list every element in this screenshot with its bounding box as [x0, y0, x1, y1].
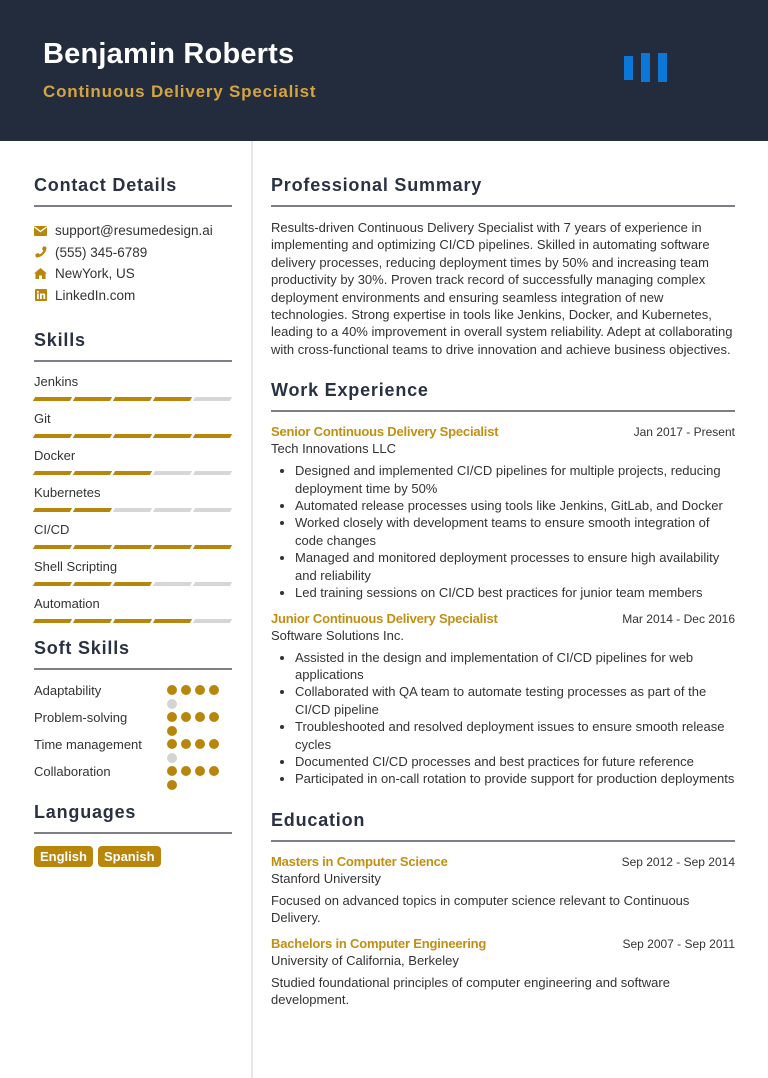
- section-heading: Professional Summary: [271, 175, 735, 207]
- rating-dot: [167, 726, 177, 736]
- skill-level-segment: [193, 508, 232, 512]
- skill-level-segment: [153, 619, 192, 623]
- skill-level-segment: [73, 545, 112, 549]
- experience-section: [271, 380, 735, 788]
- section-heading: Education: [271, 810, 735, 842]
- skill-item: [34, 447, 232, 476]
- school-name: University of California, Berkeley: [271, 952, 459, 968]
- skill-level-segment: [33, 471, 72, 475]
- skill-level-segment: [193, 434, 232, 438]
- skill-level-bar: [34, 471, 232, 476]
- soft-skill-item: [34, 709, 232, 736]
- skill-item: [34, 521, 232, 550]
- soft-skill-item: [34, 736, 232, 763]
- education-description: Focused on advanced topics in computer science relevant to Continuous Delivery.: [271, 892, 690, 926]
- job-header: [271, 611, 735, 626]
- contact-email[interactable]: [34, 220, 232, 242]
- skill-name: Kubernetes: [34, 485, 101, 500]
- skill-item: [34, 484, 232, 513]
- contact-text: NewYork, US: [55, 266, 135, 282]
- contact-section: [34, 175, 232, 306]
- rating-dot: [167, 753, 177, 763]
- envelope-icon: [34, 224, 47, 237]
- skill-name: Automation: [34, 596, 100, 611]
- skill-level-segment: [113, 545, 152, 549]
- job-bullet: • Collaborated with QA team to automate testing processes as part of the CI/CD pipeline: [295, 683, 735, 718]
- skill-level-segment: [73, 434, 112, 438]
- skill-level-segment: [153, 471, 192, 475]
- skill-level-segment: [193, 619, 232, 623]
- rating-dot: [167, 780, 177, 790]
- skill-level-segment: [73, 397, 112, 401]
- skill-level-segment: [113, 397, 152, 401]
- job-company: Software Solutions Inc.: [271, 627, 404, 643]
- skill-item: [34, 373, 232, 402]
- right-column: [271, 141, 735, 1008]
- job-company: Tech Innovations LLC: [271, 441, 397, 457]
- education-dates: Sep 2007 - Sep 2011: [622, 936, 735, 951]
- summary-section: [271, 175, 735, 358]
- contact-location: [34, 263, 232, 285]
- column-divider: [251, 141, 253, 1078]
- soft-skill-name: Problem-solving: [34, 710, 128, 725]
- rating-dot: [167, 766, 177, 776]
- skill-level-segment: [113, 508, 152, 512]
- job-bullet: • Documented CI/CD processes and best practices for future reference: [295, 753, 735, 770]
- skill-name: Shell Scripting: [34, 559, 118, 574]
- phone-icon: [34, 246, 47, 259]
- rating-dot: [195, 766, 205, 776]
- job-bullet: • Worked closely with development teams to ensure smooth integration of code changes: [295, 514, 735, 549]
- contact-text: LinkedIn.com: [55, 287, 136, 303]
- skill-level-bar: [34, 582, 232, 587]
- skill-level-segment: [33, 582, 72, 586]
- skill-level-bar: [34, 434, 232, 439]
- skill-level-segment: [153, 397, 192, 401]
- contact-text: support@resumedesign.ai: [55, 223, 213, 239]
- rating-dot: [167, 699, 177, 709]
- education-entry: [271, 854, 735, 927]
- skill-level-segment: [33, 545, 72, 549]
- rating-dot: [181, 766, 191, 776]
- skill-name: Docker: [34, 448, 76, 463]
- soft-skill-name: Adaptability: [34, 683, 102, 698]
- job-bullets: [295, 649, 735, 788]
- job-entry: [271, 611, 735, 788]
- job-header: [271, 424, 735, 439]
- rating-dot: [209, 739, 219, 749]
- skill-name: Jenkins: [34, 374, 79, 389]
- candidate-title: Continuous Delivery Specialist: [43, 82, 317, 101]
- rating-dot: [181, 739, 191, 749]
- language-badge: English: [34, 846, 93, 867]
- language-badge: Spanish: [98, 846, 161, 867]
- skill-level-segment: [33, 397, 72, 401]
- section-heading: Soft Skills: [34, 638, 232, 670]
- skill-level-segment: [33, 619, 72, 623]
- job-bullet: • Managed and monitored deployment processes to ensure high availability and reliability: [295, 549, 735, 584]
- skill-level-bar: [34, 545, 232, 550]
- job-dates: Mar 2014 - Dec 2016: [622, 611, 735, 626]
- section-heading: Contact Details: [34, 175, 232, 207]
- degree-title: Masters in Computer Science: [271, 853, 448, 869]
- rating-dot: [167, 712, 177, 722]
- job-dates: Jan 2017 - Present: [633, 425, 735, 440]
- skills-section: [34, 330, 232, 624]
- education-header: [271, 936, 735, 951]
- skill-level-segment: [73, 471, 112, 475]
- skill-level-segment: [113, 434, 152, 438]
- education-header: [271, 854, 735, 869]
- rating-dot: [181, 685, 191, 695]
- rating-dot: [209, 766, 219, 776]
- section-heading: Skills: [34, 330, 232, 362]
- skill-level-bar: [34, 397, 232, 402]
- languages-section: [34, 802, 232, 867]
- skill-level-segment: [153, 508, 192, 512]
- rating-dot: [181, 712, 191, 722]
- skill-level-segment: [193, 397, 232, 401]
- skill-level-segment: [193, 545, 232, 549]
- resume-header: [0, 0, 768, 141]
- skill-level-segment: [113, 471, 152, 475]
- soft-skills-section: [34, 638, 232, 790]
- skill-level-segment: [33, 508, 72, 512]
- candidate-name: Benjamin Roberts: [43, 38, 295, 70]
- job-bullet: • Automated release processes using tools like Jenkins, GitLab, and Docker: [295, 497, 735, 514]
- home-icon: [34, 267, 47, 280]
- skill-item: [34, 558, 232, 587]
- soft-skill-rating: [167, 709, 222, 736]
- skill-name: CI/CD: [34, 522, 70, 537]
- soft-skill-item: [34, 682, 232, 709]
- contact-linkedin[interactable]: [34, 285, 232, 307]
- skill-level-segment: [153, 582, 192, 586]
- skill-level-segment: [73, 619, 112, 623]
- bars-logo-icon: [624, 53, 668, 83]
- rating-dot: [167, 739, 177, 749]
- section-heading: Languages: [34, 802, 232, 834]
- job-bullets: [295, 462, 735, 601]
- skill-item: [34, 595, 232, 624]
- job-bullet: • Troubleshooted and resolved deployment issues to ensure smooth release cycles: [295, 718, 735, 753]
- job-bullet: • Assisted in the design and implementation of CI/CD pipelines for web applications: [295, 649, 735, 684]
- summary-text: Results-driven Continuous Delivery Specialist with 7 years of experience in implementing and optimizing CI/CD pipelines. Skilled in automating software delivery processes, reducing deployment times by 50% and increasing team productivity by 30%. Proven track record of successfully managing complex deployment environments and ensuring seamless integration of new technologies. Strong expertise in tools like Jenkins, Docker, and Kubernetes, leading to a 40% improvement in overall system reliability. Adept at collaborating with cross-functional teams to drive innovation and achieve business objectives.: [271, 220, 733, 357]
- education-dates: Sep 2012 - Sep 2014: [621, 854, 735, 869]
- left-column: [34, 141, 232, 867]
- skill-level-segment: [73, 582, 112, 586]
- soft-skill-rating: [167, 763, 222, 790]
- skill-level-segment: [33, 434, 72, 438]
- degree-title: Bachelors in Computer Engineering: [271, 935, 487, 951]
- school-name: Stanford University: [271, 870, 381, 886]
- skill-level-segment: [153, 545, 192, 549]
- job-bullet: • Led training sessions on CI/CD best practices for junior team members: [295, 584, 735, 601]
- rating-dot: [195, 712, 205, 722]
- rating-dot: [195, 739, 205, 749]
- soft-skill-rating: [167, 682, 222, 709]
- section-heading: Work Experience: [271, 380, 735, 412]
- contact-text: (555) 345-6789: [55, 244, 148, 260]
- job-entry: [271, 424, 735, 601]
- skill-level-segment: [153, 434, 192, 438]
- job-title: Junior Continuous Delivery Specialist: [271, 610, 498, 626]
- education-description: Studied foundational principles of computer engineering and software development.: [271, 974, 670, 1007]
- job-bullet: • Designed and implemented CI/CD pipelines for multiple projects, reducing deployment time by 50%: [295, 462, 735, 497]
- rating-dot: [209, 712, 219, 722]
- soft-skill-name: Collaboration: [34, 764, 111, 779]
- job-title: Senior Continuous Delivery Specialist: [271, 424, 499, 440]
- rating-dot: [209, 685, 219, 695]
- soft-skill-rating: [167, 736, 222, 763]
- job-bullet: • Participated in on-call rotation to provide support for production deployments: [295, 770, 735, 787]
- skill-level-bar: [34, 619, 232, 624]
- skill-name: Git: [34, 411, 51, 426]
- education-section: [271, 810, 735, 1009]
- soft-skill-name: Time management: [34, 737, 142, 752]
- skill-level-segment: [113, 582, 152, 586]
- education-entry: [271, 936, 735, 1009]
- linkedin-icon: [34, 289, 47, 302]
- skill-level-segment: [73, 508, 112, 512]
- contact-phone[interactable]: [34, 242, 232, 264]
- skill-level-bar: [34, 508, 232, 513]
- rating-dot: [195, 685, 205, 695]
- skill-level-segment: [113, 619, 152, 623]
- skill-level-segment: [193, 471, 232, 475]
- skill-item: [34, 410, 232, 439]
- skill-level-segment: [193, 582, 232, 586]
- rating-dot: [167, 685, 177, 695]
- soft-skill-item: [34, 763, 232, 790]
